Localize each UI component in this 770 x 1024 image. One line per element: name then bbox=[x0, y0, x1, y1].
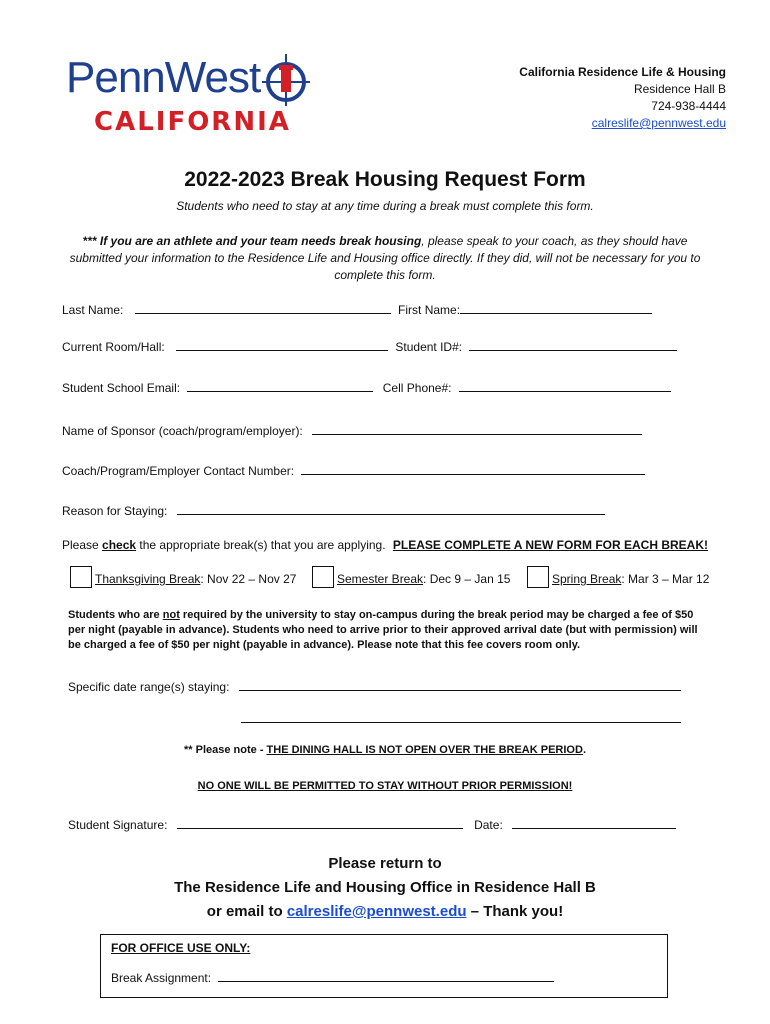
fee-notice-not: not bbox=[162, 609, 180, 621]
spring-name: Spring Break bbox=[552, 572, 622, 586]
school-email-label: Student School Email: bbox=[62, 381, 181, 395]
spring-checkbox[interactable] bbox=[527, 566, 549, 588]
break-assignment-label: Break Assignment: bbox=[111, 971, 212, 985]
date-label: Date: bbox=[474, 818, 503, 832]
contact-email-link[interactable]: calreslife@pennwest.edu bbox=[591, 116, 726, 130]
dates-row bbox=[68, 678, 681, 694]
first-name-label: First Name: bbox=[398, 303, 461, 317]
contact-number-label: Coach/Program/Employer Contact Number: bbox=[62, 464, 295, 478]
fee-notice bbox=[68, 608, 708, 653]
office-title: FOR OFFICE USE ONLY: bbox=[111, 941, 251, 955]
thanksgiving-dates: : Nov 22 – Nov 27 bbox=[200, 572, 297, 586]
thanksgiving-checkbox[interactable] bbox=[70, 566, 92, 588]
contact-org: California Residence Life & Housing bbox=[519, 65, 726, 79]
permission-notice: NO ONE WILL BE PERMITTED TO STAY WITHOUT PRIOR PERMISSION! bbox=[197, 780, 573, 792]
athlete-notice bbox=[60, 233, 710, 284]
email-row bbox=[62, 379, 671, 395]
room-row bbox=[62, 338, 677, 354]
dates-field-line2[interactable] bbox=[241, 710, 681, 723]
return-line1: Please return to bbox=[328, 855, 442, 872]
break-assignment-row bbox=[111, 969, 554, 985]
break-prompt-pre: Please bbox=[62, 538, 103, 552]
compass-logo-icon bbox=[262, 52, 312, 108]
school-email-field[interactable] bbox=[187, 379, 373, 392]
spring-label bbox=[552, 572, 709, 586]
return-line3-post: – Thank you! bbox=[466, 903, 564, 920]
room-hall-label: Current Room/Hall: bbox=[62, 340, 165, 354]
dates-field[interactable] bbox=[239, 678, 681, 691]
break-assignment-field[interactable] bbox=[218, 969, 554, 982]
return-email-link[interactable]: calreslife@pennwest.edu bbox=[286, 903, 467, 920]
thanksgiving-name: Thanksgiving Break bbox=[95, 572, 201, 586]
last-name-row bbox=[62, 301, 652, 317]
office-use-box bbox=[100, 934, 668, 998]
logo-pennwest: PennWest bbox=[66, 53, 261, 102]
first-name-field[interactable] bbox=[460, 301, 652, 314]
semester-label bbox=[337, 572, 510, 586]
dining-prefix: ** Please note - bbox=[184, 744, 267, 756]
signature-row bbox=[68, 816, 676, 832]
cell-phone-label: Cell Phone#: bbox=[382, 381, 452, 395]
sponsor-field[interactable] bbox=[312, 422, 642, 435]
last-name-field[interactable] bbox=[135, 301, 391, 314]
sponsor-label: Name of Sponsor (coach/program/employer): bbox=[62, 424, 303, 438]
last-name-label: Last Name: bbox=[62, 303, 124, 317]
dining-underlined: THE DINING HALL IS NOT OPEN OVER THE BREAK PERIOD bbox=[266, 744, 583, 756]
thanksgiving-label bbox=[95, 572, 296, 586]
sponsor-row bbox=[62, 422, 642, 438]
return-instructions bbox=[0, 852, 770, 924]
fee-notice-p1: Students who are bbox=[68, 609, 163, 621]
logo-california: CALIFORNIA bbox=[94, 107, 291, 137]
contact-number-row bbox=[62, 462, 645, 478]
signature-field[interactable] bbox=[177, 816, 463, 829]
break-prompt-post: the appropriate break(s) that you are applying. bbox=[136, 538, 386, 552]
student-id-field[interactable] bbox=[469, 338, 677, 351]
form-title: 2022-2023 Break Housing Request Form bbox=[184, 168, 586, 191]
signature-label: Student Signature: bbox=[68, 818, 168, 832]
form-subtitle: Students who need to stay at any time during a break must complete this form. bbox=[176, 199, 594, 213]
athlete-notice-rest: , please speak to your coach, as they should have submitted your information to the Residence Life and Housing office directly. If they did, will not be necessary for you to complete this form. bbox=[69, 234, 701, 282]
contact-number-field[interactable] bbox=[301, 462, 645, 475]
contact-block bbox=[519, 64, 726, 132]
athlete-notice-bold: *** If you are an athlete and your team needs break housing bbox=[82, 234, 422, 248]
reason-row bbox=[62, 502, 605, 518]
semester-dates: : Dec 9 – Jan 15 bbox=[423, 572, 511, 586]
contact-building: Residence Hall B bbox=[633, 82, 726, 96]
dates-label: Specific date range(s) staying: bbox=[68, 680, 230, 694]
date-field[interactable] bbox=[512, 816, 676, 829]
return-line3 bbox=[0, 900, 770, 924]
cell-phone-field[interactable] bbox=[459, 379, 671, 392]
break-prompt bbox=[62, 538, 708, 552]
spring-dates: : Mar 3 – Mar 12 bbox=[621, 572, 710, 586]
reason-label: Reason for Staying: bbox=[62, 504, 168, 518]
room-hall-field[interactable] bbox=[176, 338, 388, 351]
return-line3-pre: or email to bbox=[206, 903, 287, 920]
dining-notice bbox=[0, 744, 770, 756]
dining-suffix: . bbox=[582, 744, 586, 756]
semester-name: Semester Break bbox=[337, 572, 424, 586]
break-prompt-check: check bbox=[102, 538, 137, 552]
reason-field[interactable] bbox=[177, 502, 605, 515]
student-id-label: Student ID#: bbox=[395, 340, 463, 354]
break-prompt-bold: PLEASE COMPLETE A NEW FORM FOR EACH BREAK! bbox=[392, 538, 709, 552]
semester-checkbox[interactable] bbox=[312, 566, 334, 588]
return-line2: The Residence Life and Housing Office in Residence Hall B bbox=[174, 879, 596, 896]
contact-phone: 724-938-4444 bbox=[651, 99, 726, 113]
fee-notice-p2: required by the university to stay on-campus during the break period may be charged a fee of $50 per night (payable in advance). Students who need to arrive prior to their approved arrival date (but with permission) will be charged a fee of $50 per night (payable in advance). Please note that this fee covers room only. bbox=[68, 609, 698, 651]
